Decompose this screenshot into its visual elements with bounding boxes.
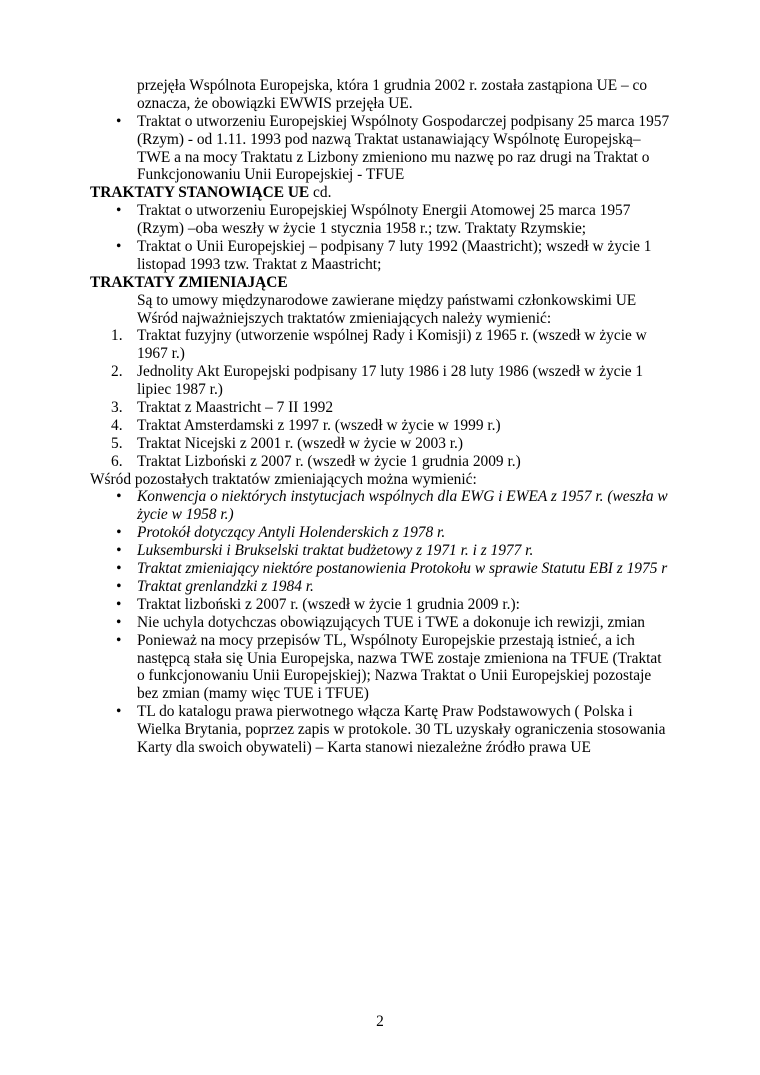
list-number: 1. bbox=[111, 327, 123, 345]
bullet-icon: • bbox=[116, 238, 122, 256]
text-line: Traktat Lizboński z 2007 r. (wszedł w życie 1 grudnia 2009 r.) bbox=[137, 452, 521, 470]
bullet-icon: • bbox=[116, 524, 122, 542]
text-line: (Rzym) - od 1.11. 1993 pod nazwą Traktat ustanawiający Wspólnotę Europejską– bbox=[137, 130, 641, 148]
section-heading-stanowiace bbox=[90, 184, 680, 202]
intro-paragraph bbox=[90, 77, 680, 113]
list-item bbox=[90, 363, 680, 399]
text-line: następcą stała się Unia Europejska, nazwa TWE zostaje zmieniona na TFUE (Traktat bbox=[137, 649, 662, 667]
bullet-icon: • bbox=[116, 703, 122, 721]
list-item bbox=[90, 453, 680, 471]
text-line: (Rzym) –oba weszły w życie 1 stycznia 1958 r.; tzw. Traktaty Rzymskie; bbox=[137, 220, 587, 238]
list-item bbox=[90, 202, 680, 238]
text-line: Funkcjonowaniu Unii Europejskiej - TFUE bbox=[137, 166, 405, 184]
text-line: Traktat o utworzeniu Europejskiej Wspólnoty Energii Atomowej 25 marca 1957 bbox=[137, 202, 631, 220]
text-line: Protokół dotyczący Antyli Holenderskich z 1978 r. bbox=[137, 524, 446, 542]
list-item bbox=[90, 327, 680, 363]
bullet-icon: • bbox=[116, 631, 122, 649]
list-item bbox=[90, 542, 680, 560]
text-line: oznacza, że obowiązki EWWIS przejęła UE. bbox=[137, 94, 413, 112]
text-line: Nie uchyla dotychczas obowiązujących TUE i TWE a dokonuje ich rewizji, zmian bbox=[137, 613, 645, 631]
list-item bbox=[90, 524, 680, 542]
text-line: Wielka Brytania, poprzez zapis w protokole. 30 TL uzyskały ograniczenia stosowania bbox=[137, 721, 666, 739]
bullet-icon: • bbox=[116, 542, 122, 560]
list-number: 6. bbox=[111, 452, 123, 470]
text-line: listopad 1993 tzw. Traktat z Maastricht; bbox=[137, 255, 382, 273]
text-line: Traktat lizboński z 2007 r. (wszedł w życie 1 grudnia 2009 r.): bbox=[137, 595, 520, 613]
list-item bbox=[90, 596, 680, 614]
text-line: Konwencja o niektórych instytucjach wspólnych dla EWG i EWEA z 1957 r. (weszła w bbox=[137, 488, 668, 506]
section-heading-zmieniajace: TRAKTATY ZMIENIAJĄCE bbox=[90, 273, 288, 291]
bullet-icon: • bbox=[116, 613, 122, 631]
bullet-icon: • bbox=[116, 112, 122, 130]
text-line: życie w 1958 r.) bbox=[137, 506, 234, 524]
list-item bbox=[90, 560, 680, 578]
text-line: Są to umowy międzynarodowe zawierane między państwami członkowskimi UE bbox=[137, 291, 637, 309]
text-line: bez zmian (mamy więc TUE i TFUE) bbox=[137, 685, 369, 703]
text-line: Traktat o utworzeniu Europejskiej Wspólnoty Gospodarczej podpisany 25 marca 1957 bbox=[137, 112, 670, 130]
list-item bbox=[90, 399, 680, 417]
list-number: 5. bbox=[111, 434, 123, 452]
text-line: TWE a na mocy Traktatu z Lizbony zmieniono mu nazwę po raz drugi na Traktat o bbox=[137, 148, 650, 166]
text-line: Traktat grenlandzki z 1984 r. bbox=[137, 577, 314, 595]
text-line: Traktat o Unii Europejskiej – podpisany 7 luty 1992 (Maastricht); wszedł w życie 1 bbox=[137, 238, 652, 256]
bullet-icon: • bbox=[116, 595, 122, 613]
heading-suffix: cd. bbox=[309, 184, 332, 202]
list-number: 3. bbox=[111, 399, 123, 417]
text-line: Traktat Amsterdamski z 1997 r. (wszedł w życie w 1999 r.) bbox=[137, 416, 501, 434]
list-number: 4. bbox=[111, 416, 123, 434]
text-line: Luksemburski i Brukselski traktat budżetowy z 1971 r. i z 1977 r. bbox=[137, 542, 534, 560]
bullet-icon: • bbox=[116, 488, 122, 506]
text-line: Traktat zmieniający niektóre postanowienia Protokołu w sprawie Statutu EBI z 1975 r bbox=[137, 560, 668, 578]
list-item bbox=[90, 614, 680, 632]
text-line: Jednolity Akt Europejski podpisany 17 luty 1986 i 28 luty 1986 (wszedł w życie 1 bbox=[137, 363, 644, 381]
text-line: Traktat z Maastricht – 7 II 1992 bbox=[137, 399, 334, 417]
bullet-icon: • bbox=[116, 202, 122, 220]
list-item bbox=[90, 435, 680, 453]
heading-bold: TRAKTATY STANOWIĄCE UE bbox=[90, 184, 310, 202]
list-item bbox=[90, 578, 680, 596]
bullet-icon: • bbox=[116, 577, 122, 595]
list-item bbox=[90, 238, 680, 274]
list-item bbox=[90, 632, 680, 704]
text-line: 1967 r.) bbox=[137, 345, 185, 363]
text-line: Wśród najważniejszych traktatów zmieniających należy wymienić: bbox=[137, 309, 552, 327]
others-intro: Wśród pozostałych traktatów zmieniających można wymienić: bbox=[90, 470, 477, 488]
page-number: 2 bbox=[376, 1013, 384, 1030]
text-line: lipiec 1987 r.) bbox=[137, 381, 223, 399]
list-item bbox=[90, 703, 680, 757]
text-line: Traktat Nicejski z 2001 r. (wszedł w życie w 2003 r.) bbox=[137, 434, 463, 452]
text-line: Traktat fuzyjny (utworzenie wspólnej Rady i Komisji) z 1965 r. (wszedł w życie w bbox=[137, 327, 647, 345]
document-body bbox=[90, 77, 680, 757]
list-item bbox=[90, 488, 680, 524]
list-item bbox=[90, 417, 680, 435]
text-line: Ponieważ na mocy przepisów TL, Wspólnoty Europejskie przestają istnieć, a ich bbox=[137, 631, 635, 649]
text-line: TL do katalogu prawa pierwotnego włącza Kartę Praw Podstawowych ( Polska i bbox=[137, 703, 633, 721]
bullet-icon: • bbox=[116, 560, 122, 578]
text-line: o funkcjonowaniu Unii Europejskiej); Nazwa Traktat o Unii Europejskiej pozostaje bbox=[137, 667, 652, 685]
list-number: 2. bbox=[111, 363, 123, 381]
text-line: Karty dla swoich obywateli) – Karta stanowi niezależne źródło prawa UE bbox=[137, 738, 591, 756]
list-item-twe bbox=[90, 113, 680, 185]
text-line: przejęła Wspólnota Europejska, która 1 grudnia 2002 r. została zastąpiona UE – co bbox=[137, 77, 648, 94]
